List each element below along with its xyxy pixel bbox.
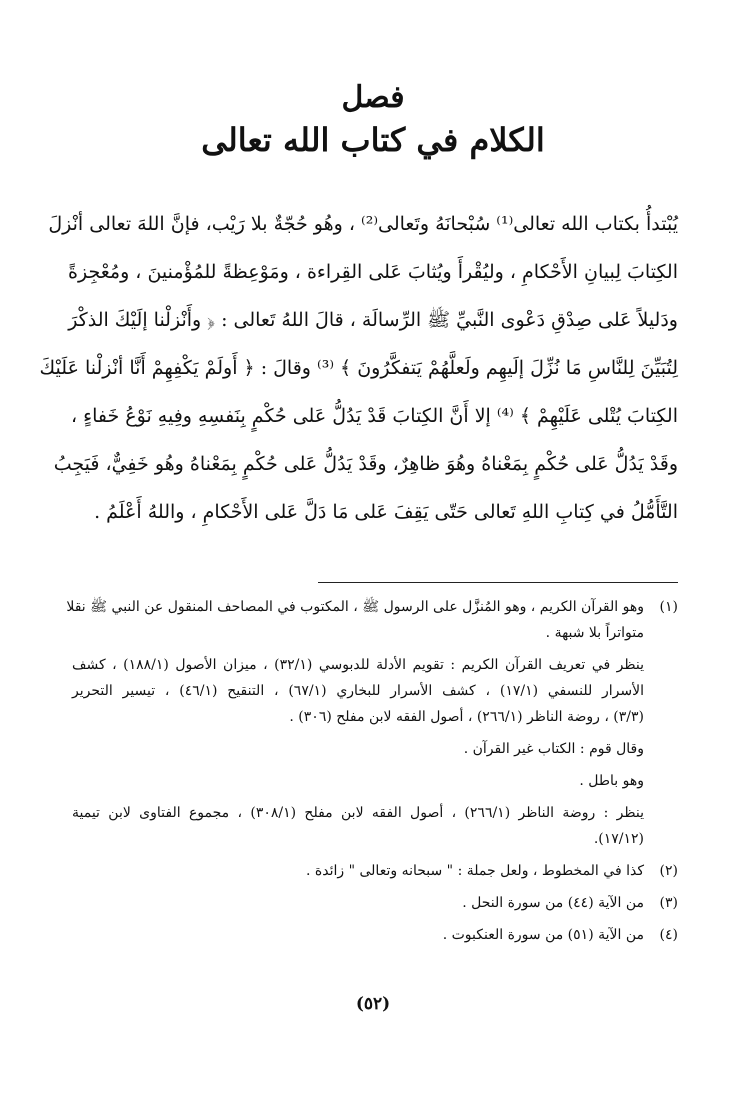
page-number: (٥٢) <box>355 994 391 1014</box>
body-paragraph <box>39 200 678 536</box>
footnote-text: وقال قوم : الكتاب غير القرآن . <box>463 741 644 757</box>
body-line: الكِتابَ لِبيانِ الأَحْكامِ ، وليُقْرأَ ويُثابَ عَلى القِراءة ، ومَوْعِظةً للمُؤْمنينَ ، ومُعْجِزةً <box>68 261 678 283</box>
footnote-line <box>72 678 678 704</box>
footnote-line <box>72 890 678 916</box>
footnote-number: (٢) <box>659 863 678 879</box>
footnote-line <box>72 652 678 678</box>
footnote-number: (٤) <box>659 927 678 943</box>
footnote-text: من الآية (٥١) من سورة العنكبوت . <box>442 927 644 943</box>
body-line: لِتُبَيِّنَ لِلنَّاسِ مَا نُزِّلَ إلَيهِم ولَعلَّهُمْ يَتفكَّرُونَ ﴾ ⁽³⁾ وقالَ : ﴿ أَولَمْ يَكْفِهِمْ أَنَّا أنْزلْنا عَلَيْكَ <box>39 357 678 379</box>
footnote-number: (١) <box>659 599 678 615</box>
footnote-text: ينظر : روضة الناظر (٢٦٦/١) ، أصول الفقه لابن مفلح (٣٠٨/١) ، مجموع الفتاوى لابن تيمية <box>72 805 644 821</box>
chapter-title: الكلام في كتاب الله تعالى <box>201 121 545 159</box>
footnote-text: ينظر في تعريف القرآن الكريم : تقويم الأدلة للدبوسي (٣٢/١) ، ميزان الأصول (١٨٨/١) ، كشف <box>72 657 645 673</box>
body-line: ودَليلاً عَلى صِدْقِ دَعْوى النَّبيِّ ﷺ الرِّسالَة ، قالَ اللهُ تَعالى : ﴿ وأَنْزلْنا إلَيْكَ الذكْرَ <box>68 309 678 331</box>
footnote-text: الأسرار للنسفي (١٧/١) ، كشف الأسرار للبخاري (٦٧/١) ، التنقيح (٤٦/١) ، تيسير التحرير <box>72 683 645 699</box>
section-label: فصل <box>341 80 405 115</box>
body-line: وقَدْ يَدُلُّ عَلى حُكْمٍ بِمَعْناهُ وهُوَ ظاهِرٌ، وقَدْ يَدُلُّ عَلى حُكْمٍ بِمَعْناهُ وهُو خَفِيٌّ، فَيَجِبُ <box>53 453 678 475</box>
footnote-divider <box>318 582 678 583</box>
footnote-text: كذا في المخطوط ، ولعل جملة : " سبحانه وتعالى " زائدة . <box>306 863 644 879</box>
footnote-line <box>72 858 678 884</box>
footnote-text: وهو باطل . <box>579 773 644 789</box>
footnote-line <box>72 800 678 826</box>
footnote-line <box>72 620 678 646</box>
footnote-text: (٣/٣) ، روضة الناظر (٢٦٦/١) ، أصول الفقه لابن مفلح (٣٠٦) . <box>289 709 644 725</box>
body-line: الكِتابَ يُتْلى عَلَيْهِمْ ﴾ ⁽⁴⁾ إلا أَنَّ الكِتابَ قَدْ يَدُلُّ عَلى حُكْمٍ بِنَفسِهِ وفِيهِ نَوْعُ خَفاءٍ ، <box>71 405 678 427</box>
body-line: يُبْتدأُ بكتاب الله تعالى⁽¹⁾ سُبْحانَهُ وتَعالى⁽²⁾ ، وهُو حُجّةٌ بلا رَيْب، فإنَّ اللهَ تعالى أنْزلَ <box>48 213 678 235</box>
footnote-text: متواتراً بلا شبهة . <box>545 625 644 641</box>
footnote-line <box>72 826 678 852</box>
footnote-text: (١٧/١٢). <box>593 831 644 847</box>
footnotes <box>66 594 678 948</box>
footnote-line <box>72 736 678 762</box>
footnote-number: (٣) <box>659 895 678 911</box>
footnote-line <box>72 768 678 794</box>
footnote-line <box>72 704 678 730</box>
footnote-text: وهو القرآن الكريم ، وهو المُنزَّل على الرسول ﷺ ، المكتوب في المصاحف المنقول عن النبي ﷺ نقلا <box>66 599 644 615</box>
footnote-line <box>72 922 678 948</box>
footnote-text: من الآية (٤٤) من سورة النحل . <box>462 895 644 911</box>
body-line: التَّأَمُّلُ في كِتابِ اللهِ تَعالى حَتّى يَقِفَ عَلى مَا دَلَّ عَلى الأَحْكامِ ، واللهُ أَعْلَمُ . <box>94 501 678 523</box>
footnote-line <box>66 594 678 620</box>
